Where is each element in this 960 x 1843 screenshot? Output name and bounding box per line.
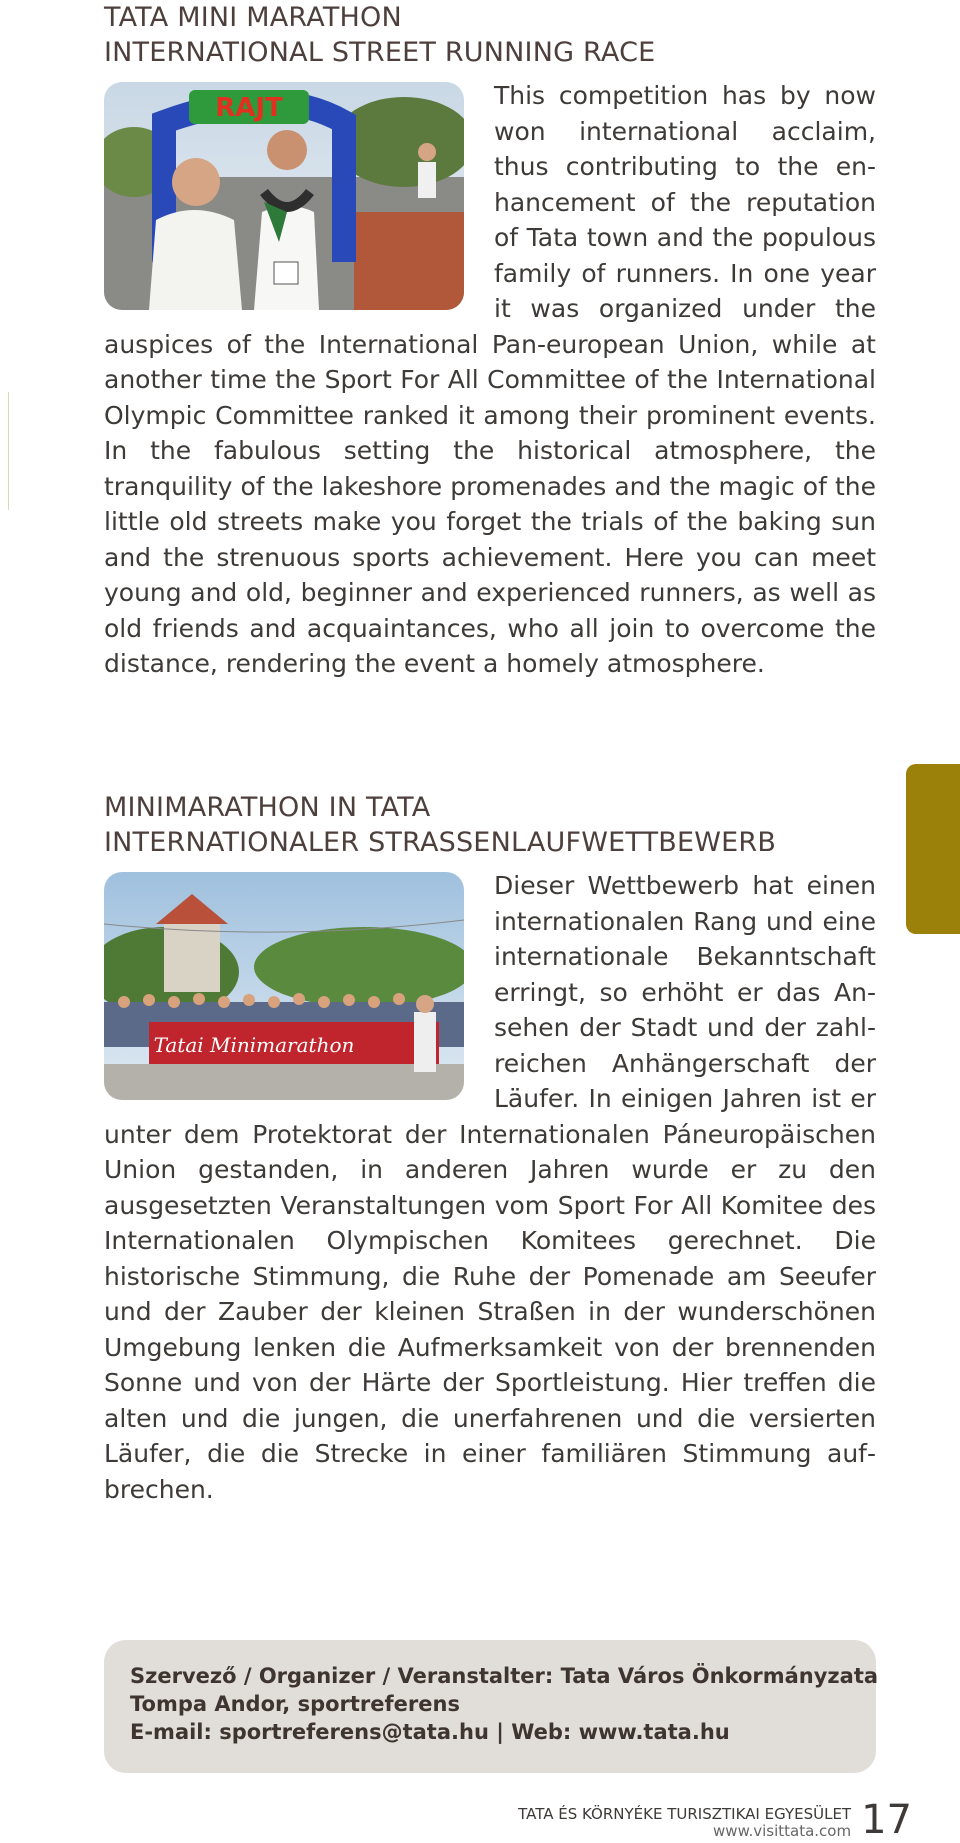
footer-website: www.visittata.com	[713, 1822, 852, 1840]
english-body-text: This competition has by now won international acclaim, thus contributing to the enhancement of the reputation of Tata town and the populous family of runners. In one year it was organized under the auspices of the International Pan-european Union, while at another time the Sport For All Committee of the International Olympic Committee ranked it among their prominent events. In the fabulous setting the historical atmosphere, the tranquility of the lakeshore promenades and the magic of the little old streets make you forget the trials of the baking sun and the strenuous sports achievement. Here you can meet young and old, beginner and experienced runners, as well as old friends and acquaintances, who all join to overcome the distance, rendering the event a homely atmosphere.	[104, 81, 876, 678]
contact-links-line: E-mail: sportreferens@tata.hu | Web: www.tata.hu	[130, 1720, 730, 1744]
footer-organization: TATA ÉS KÖRNYÉKE TURISZTIKAI EGYESÜLET	[518, 1805, 852, 1823]
english-title-line-1: TATA MINI MARATHON	[104, 2, 402, 33]
german-body-text: Dieser Wettbewerb hat einen internationalen Rang und eine internationale Bekanntschaft erringt, so erhöht er das Ansehen der Stadt und der zahlreichen Anhängerschaft der Läufer. In einigen Jahren ist er unter dem Protektorat der Internationalen Páneuropäischen Union gestanden, in anderen Jahren wurde er zu den ausgesetzten Veranstaltungen vom Sport For All Komitee des Internationalen Olympischen Komitees gerechnet. Die historische Stimmung, die Ruhe der Pomenade am Seeufer und der Zauber der kleinen Straßen in der wunderschönen Umgebung lenken die Aufmerksamkeit von der brennenden Sonne und von der Härte der Sportleistung. Hier treffen die alten und die jungen, die unerfahrenen und die versierten Läufer, die die Strecke in einer familiären Stimmung aufbrechen.	[104, 871, 876, 1504]
page-footer	[518, 1797, 912, 1843]
english-body	[104, 78, 876, 682]
photo-banner-text-de: Tatai Minimarathon	[153, 1033, 355, 1057]
page-number: 17	[861, 1797, 912, 1843]
finish-line-photo-image	[104, 82, 464, 310]
german-body	[104, 868, 876, 1507]
german-section	[104, 790, 876, 1507]
finish-line-photo	[104, 82, 464, 310]
german-title-line-1: MINIMARATHON IN TATA	[104, 792, 431, 823]
side-tab-marker	[906, 764, 960, 934]
contact-person-line: Tompa Andor, sportreferens	[130, 1692, 460, 1716]
english-title	[104, 0, 876, 70]
photo-banner-text: RAJT	[215, 93, 283, 123]
german-title-line-2: INTERNATIONALER STRASSENLAUFWETTBEWERB	[104, 827, 777, 858]
organizer-info-box	[104, 1640, 879, 1773]
german-title	[104, 790, 876, 860]
margin-rule	[8, 392, 9, 510]
english-title-line-2: INTERNATIONAL STREET RUNNING RACE	[104, 37, 656, 68]
english-section	[104, 0, 876, 682]
start-line-photo	[104, 872, 464, 1100]
start-line-photo-image	[104, 872, 464, 1100]
organizer-line: Szervező / Organizer / Veranstalter: Tata Város Önkormányzata	[130, 1664, 879, 1688]
footer-text	[518, 1806, 851, 1840]
